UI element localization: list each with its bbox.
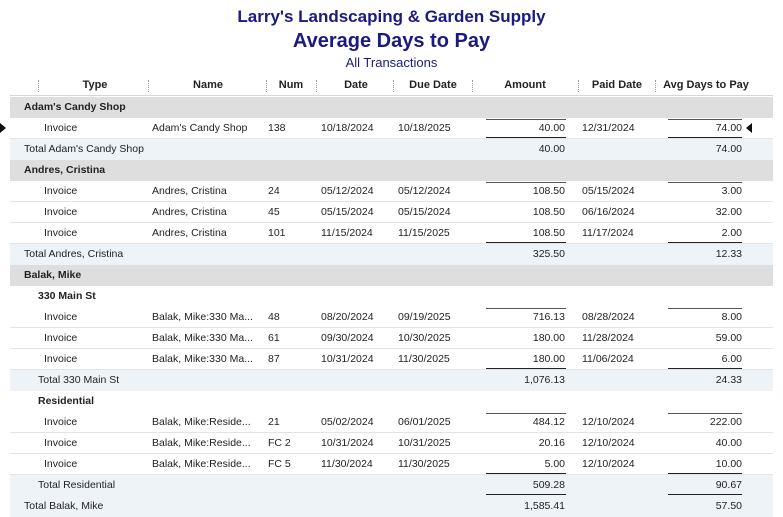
total-row — [10, 496, 773, 517]
paid-date-cell: 12/10/2024 — [582, 458, 635, 470]
group-label: Adam's Candy Shop — [24, 101, 126, 113]
group-label: Balak, Mike — [24, 269, 82, 281]
transaction-row[interactable] — [10, 454, 773, 475]
amount-cell: 20.16 — [538, 437, 565, 449]
num-cell: 21 — [268, 416, 280, 428]
due-date-cell: 09/19/2025 — [398, 311, 451, 323]
type-cell: Invoice — [44, 227, 78, 239]
amount-cell: 108.50 — [532, 227, 565, 239]
total-row — [10, 139, 773, 160]
column-header-row — [10, 74, 773, 96]
num-cell: 87 — [268, 353, 280, 365]
column-header-type[interactable]: Type — [82, 79, 108, 91]
type-cell: Invoice — [44, 206, 78, 218]
paid-date-cell: 11/17/2024 — [582, 227, 634, 239]
total-amount-cell: 1,585.41 — [524, 500, 565, 512]
avg-top-rule — [668, 182, 742, 183]
amount-subtotal-rule — [486, 137, 566, 138]
paid-date-cell: 12/10/2024 — [582, 437, 635, 449]
avg-days-cell: 222.00 — [709, 416, 742, 428]
total-label: Total Andres, Cristina — [24, 248, 124, 260]
column-header-due-date[interactable]: Due Date — [409, 79, 457, 91]
column-header-avg-days[interactable]: Avg Days to Pay — [663, 79, 749, 91]
num-cell: FC 5 — [268, 458, 291, 470]
type-cell: Invoice — [44, 353, 78, 365]
amount-cell: 108.50 — [532, 206, 565, 218]
group-header-row — [10, 97, 773, 118]
due-date-cell: 10/31/2025 — [398, 437, 451, 449]
group-label: Andres, Cristina — [24, 164, 106, 176]
type-cell: Invoice — [44, 458, 78, 470]
total-row — [10, 475, 773, 496]
type-cell: Invoice — [44, 122, 78, 134]
transaction-row[interactable] — [10, 307, 773, 328]
column-header-paid-date[interactable]: Paid Date — [591, 79, 643, 91]
amount-cell: 108.50 — [532, 185, 565, 197]
type-cell: Invoice — [44, 185, 78, 197]
due-date-cell: 10/30/2025 — [398, 332, 451, 344]
avg-days-cell: 3.00 — [721, 185, 742, 197]
date-cell: 11/15/2024 — [321, 227, 373, 239]
amount-cell: 180.00 — [532, 353, 565, 365]
name-cell: Andres, Cristina — [152, 227, 227, 239]
total-row — [10, 370, 773, 391]
amount-cell: 40.00 — [538, 122, 565, 134]
avg-days-cell: 10.00 — [715, 458, 742, 470]
date-cell: 05/12/2024 — [321, 185, 374, 197]
total-label: Total Adam's Candy Shop — [24, 143, 144, 155]
num-cell: 138 — [268, 122, 286, 134]
date-cell: 10/31/2024 — [321, 353, 374, 365]
avg-days-cell: 40.00 — [715, 437, 742, 449]
report-subtitle: All Transactions — [345, 55, 438, 70]
name-cell: Andres, Cristina — [152, 185, 227, 197]
due-date-cell: 11/30/2025 — [398, 353, 450, 365]
avg-days-cell: 6.00 — [721, 353, 742, 365]
row-pointer-right-icon — [746, 123, 752, 133]
transaction-row[interactable] — [10, 412, 773, 433]
paid-date-cell: 12/31/2024 — [582, 122, 635, 134]
paid-date-cell: 11/28/2024 — [582, 332, 634, 344]
amount-cell: 5.00 — [544, 458, 565, 470]
total-avg-days-cell: 24.33 — [715, 374, 742, 386]
transaction-row[interactable] — [10, 181, 773, 202]
transaction-row[interactable] — [10, 223, 773, 244]
num-cell: 48 — [268, 311, 280, 323]
avg-days-cell: 32.00 — [715, 206, 742, 218]
due-date-cell: 05/12/2024 — [398, 185, 451, 197]
amount-cell: 180.00 — [532, 332, 565, 344]
row-pointer-left-icon — [0, 123, 6, 133]
column-header-num[interactable]: Num — [278, 79, 304, 91]
subgroup-label: Residential — [38, 395, 95, 407]
group-header-row — [10, 265, 773, 286]
amount-top-rule — [486, 308, 566, 309]
paid-date-cell: 06/16/2024 — [582, 206, 635, 218]
total-label: Total 330 Main St — [38, 374, 120, 386]
name-cell: Balak, Mike:Reside... — [152, 416, 251, 428]
amount-top-rule — [486, 413, 566, 414]
type-cell: Invoice — [44, 437, 78, 449]
group-header-row — [10, 160, 773, 181]
amount-top-rule — [486, 182, 566, 183]
name-cell: Andres, Cristina — [152, 206, 227, 218]
amount-subtotal-rule — [486, 242, 566, 243]
amount-cell: 716.13 — [532, 311, 565, 323]
avg-subtotal-rule — [668, 473, 742, 474]
name-cell: Balak, Mike:330 Ma... — [152, 353, 253, 365]
total-amount-cell: 325.50 — [532, 248, 565, 260]
due-date-cell: 11/30/2025 — [398, 458, 450, 470]
total-label: Total Residential — [38, 479, 116, 491]
total-avg-days-cell: 12.33 — [715, 248, 742, 260]
avg-subtotal-rule — [668, 368, 742, 369]
avg-days-cell: 59.00 — [715, 332, 742, 344]
subgroup-header-row — [10, 391, 773, 412]
paid-date-cell: 08/28/2024 — [582, 311, 635, 323]
name-cell: Balak, Mike:330 Ma... — [152, 332, 253, 344]
due-date-cell: 11/15/2025 — [398, 227, 450, 239]
amount-subtotal-rule — [486, 473, 566, 474]
transaction-row[interactable] — [10, 433, 773, 454]
paid-date-cell: 12/10/2024 — [582, 416, 635, 428]
name-cell: Adam's Candy Shop — [152, 122, 248, 134]
avg-top-rule — [668, 308, 742, 309]
transaction-row[interactable] — [10, 118, 773, 139]
amount-top-rule — [486, 119, 566, 120]
avg-subtotal-rule — [668, 242, 742, 243]
amount-subtotal-rule — [486, 494, 566, 495]
date-cell: 05/15/2024 — [321, 206, 374, 218]
company-name: Larry's Landscaping & Garden Supply — [237, 7, 546, 26]
due-date-cell: 10/18/2025 — [398, 122, 451, 134]
total-row — [10, 244, 773, 265]
date-cell: 05/02/2024 — [321, 416, 374, 428]
total-avg-days-cell: 74.00 — [715, 143, 742, 155]
date-cell: 10/31/2024 — [321, 437, 374, 449]
due-date-cell: 06/01/2025 — [398, 416, 451, 428]
date-cell: 08/20/2024 — [321, 311, 374, 323]
total-amount-cell: 40.00 — [538, 143, 565, 155]
type-cell: Invoice — [44, 416, 78, 428]
avg-top-rule — [668, 119, 742, 120]
name-cell: Balak, Mike:Reside... — [152, 437, 251, 449]
column-header-amount[interactable]: Amount — [504, 79, 546, 91]
total-avg-days-cell: 90.67 — [715, 479, 742, 491]
num-cell: FC 2 — [268, 437, 291, 449]
transaction-row[interactable] — [10, 328, 773, 349]
avg-days-cell: 74.00 — [715, 122, 742, 134]
total-amount-cell: 1,076.13 — [524, 374, 565, 386]
paid-date-cell: 11/06/2024 — [582, 353, 634, 365]
name-cell: Balak, Mike:Reside... — [152, 458, 251, 470]
total-avg-days-cell: 57.50 — [715, 500, 742, 512]
total-amount-cell: 509.28 — [532, 479, 565, 491]
paid-date-cell: 05/15/2024 — [582, 185, 635, 197]
column-header-date[interactable]: Date — [344, 79, 368, 91]
type-cell: Invoice — [44, 332, 78, 344]
type-cell: Invoice — [44, 311, 78, 323]
amount-cell: 484.12 — [532, 416, 565, 428]
avg-subtotal-rule — [668, 494, 742, 495]
due-date-cell: 05/15/2024 — [398, 206, 451, 218]
amount-subtotal-rule — [486, 368, 566, 369]
transaction-row[interactable] — [10, 202, 773, 223]
num-cell: 61 — [268, 332, 280, 344]
num-cell: 45 — [268, 206, 280, 218]
name-cell: Balak, Mike:330 Ma... — [152, 311, 253, 323]
avg-top-rule — [668, 413, 742, 414]
subgroup-label: 330 Main St — [38, 290, 96, 302]
num-cell: 101 — [268, 227, 286, 239]
total-label: Total Balak, Mike — [24, 500, 104, 512]
transaction-row[interactable] — [10, 349, 773, 370]
subgroup-header-row — [10, 286, 773, 307]
date-cell: 09/30/2024 — [321, 332, 374, 344]
avg-days-cell: 2.00 — [721, 227, 742, 239]
report-title: Average Days to Pay — [292, 30, 491, 52]
date-cell: 10/18/2024 — [321, 122, 374, 134]
column-header-name[interactable]: Name — [193, 79, 223, 91]
avg-days-cell: 8.00 — [721, 311, 742, 323]
avg-subtotal-rule — [668, 137, 742, 138]
date-cell: 11/30/2024 — [321, 458, 373, 470]
num-cell: 24 — [268, 185, 280, 197]
